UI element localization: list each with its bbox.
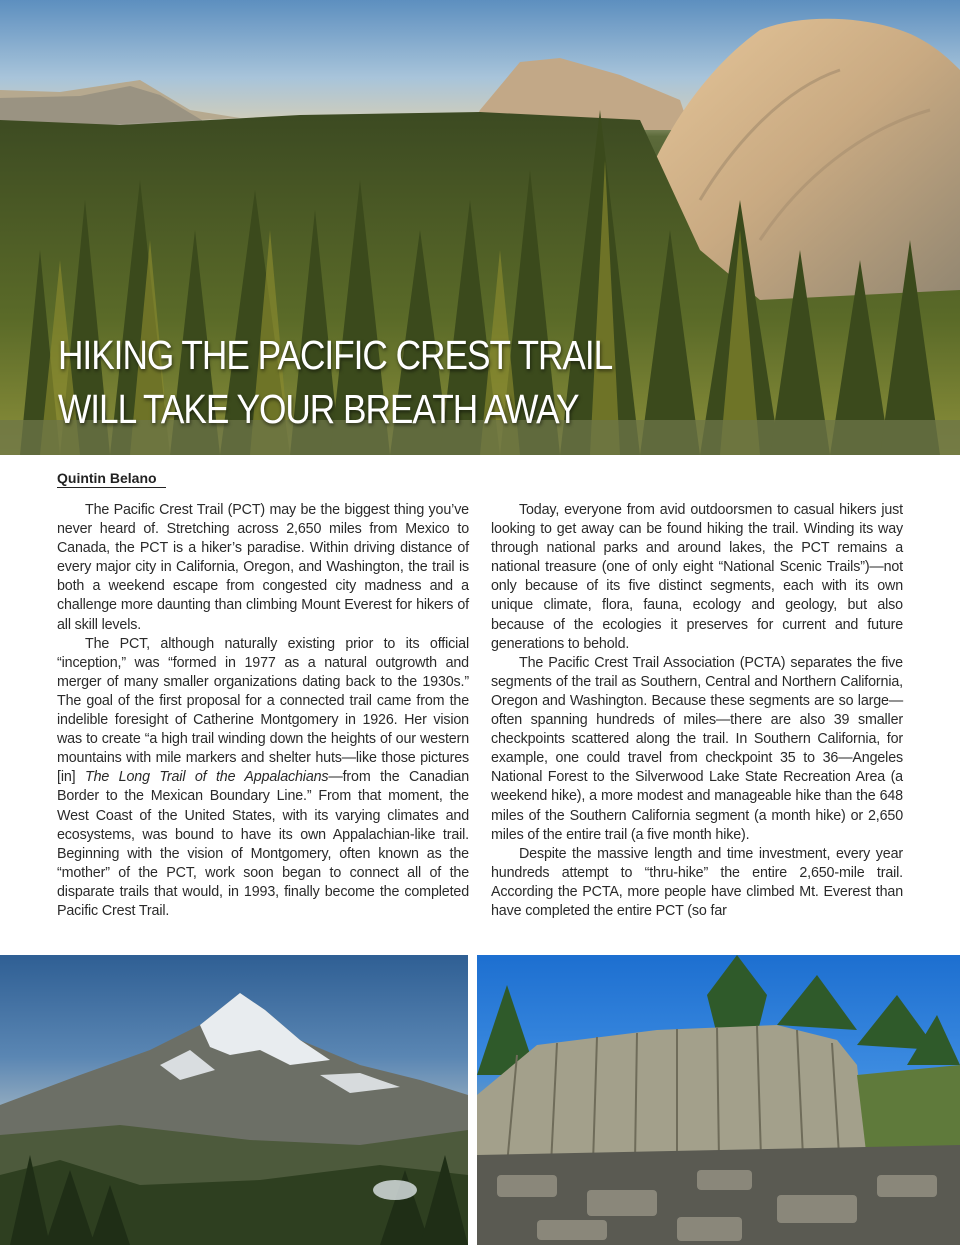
article-title xyxy=(58,328,612,436)
paragraph: The Pacific Crest Trail Association (PCTA) separates the five segments of the trail as Southern, Central and Northern California, Oregon and Washington. Because these segments are so large—often spanning hundreds of miles—there are also 39 smaller checkpoints scattered along the trail. In Southern California, for example, one could travel from checkpoint 35 to 36—Angeles National Forest to the Silverwood Lake State Recreation Area (a weekend hike), a more modest and manageable hike than the 648 miles of the Southern California segment (a month hike) or 2,650 miles of the entire trail (a five month hike). xyxy=(491,654,903,843)
basalt-columns-illustration xyxy=(477,955,960,1245)
paragraph: Despite the massive length and time investment, every year hundreds attempt to “thru-hike” the entire 2,650-mile trail. According the PCTA, more people have climbed Mt. Everest than have completed the entire PCT (so far xyxy=(491,845,903,919)
paragraph: The Pacific Crest Trail (PCT) may be the biggest thing you’ve never heard of. Stretching across 2,650 miles from Mexico to Canada, the PCT is a hiker’s paradise. Within driving distance of every major city in California, Oregon, and Washington, the trail is both a weekend escape from congested city madness and a challenge more daunting than climbing Mount Everest for hikers of all skill levels. xyxy=(57,502,469,633)
mountain-illustration xyxy=(0,955,468,1245)
basalt-columns-photo xyxy=(477,955,960,1245)
book-title: The Long Trail of the Appalachians xyxy=(84,769,329,786)
title-line-1: HIKING THE PACIFIC CREST TRAIL xyxy=(58,332,613,378)
body-column-right xyxy=(491,501,903,921)
mountain-photo xyxy=(0,955,468,1245)
author-byline: Quintin Belano xyxy=(57,470,166,488)
body-column-left xyxy=(57,501,469,921)
hero-photo xyxy=(0,0,960,455)
paragraph: The PCT, although naturally existing prior to its official “inception,” was “formed in 1977 as a natural outgrowth and merger of many smaller organizations dating back to the 1930s.” The goal of the first proposal for a connected trail came from the indelible foresight of Catherine Montgomery in 1926. Her vision was to create “a high trail winding down the heights of our western mountains with mile markers and shelter huts—like those pictures [in] The Long Trail of the Appalachians—from the Canadian Border to the Mexican Boundary Line.” From that moment, the West Coast of the United States, with its varying climates and ecosystems, was bound to have its own Appalachian-like trail. Beginning with the vision of Montgomery, often known as the “mother” of the PCT, work soon began to connect all of the disparate trails that would, in 1993, finally become the completed Pacific Crest Trail. xyxy=(57,635,470,919)
paragraph: Today, everyone from avid outdoorsmen to casual hikers just looking to get away can be found hiking the trail. Winding its way through national parks and around lakes, the PCT remains a national treasure (one of only eight “National Scenic Trails”)—not only because of its five distinct segments, each with its own unique climate, flora, fauna, ecology and geology, but also because of the ecologies it preserves for current and future generations to behold. xyxy=(491,502,903,652)
title-line-2: WILL TAKE YOUR BREATH AWAY xyxy=(58,386,579,432)
